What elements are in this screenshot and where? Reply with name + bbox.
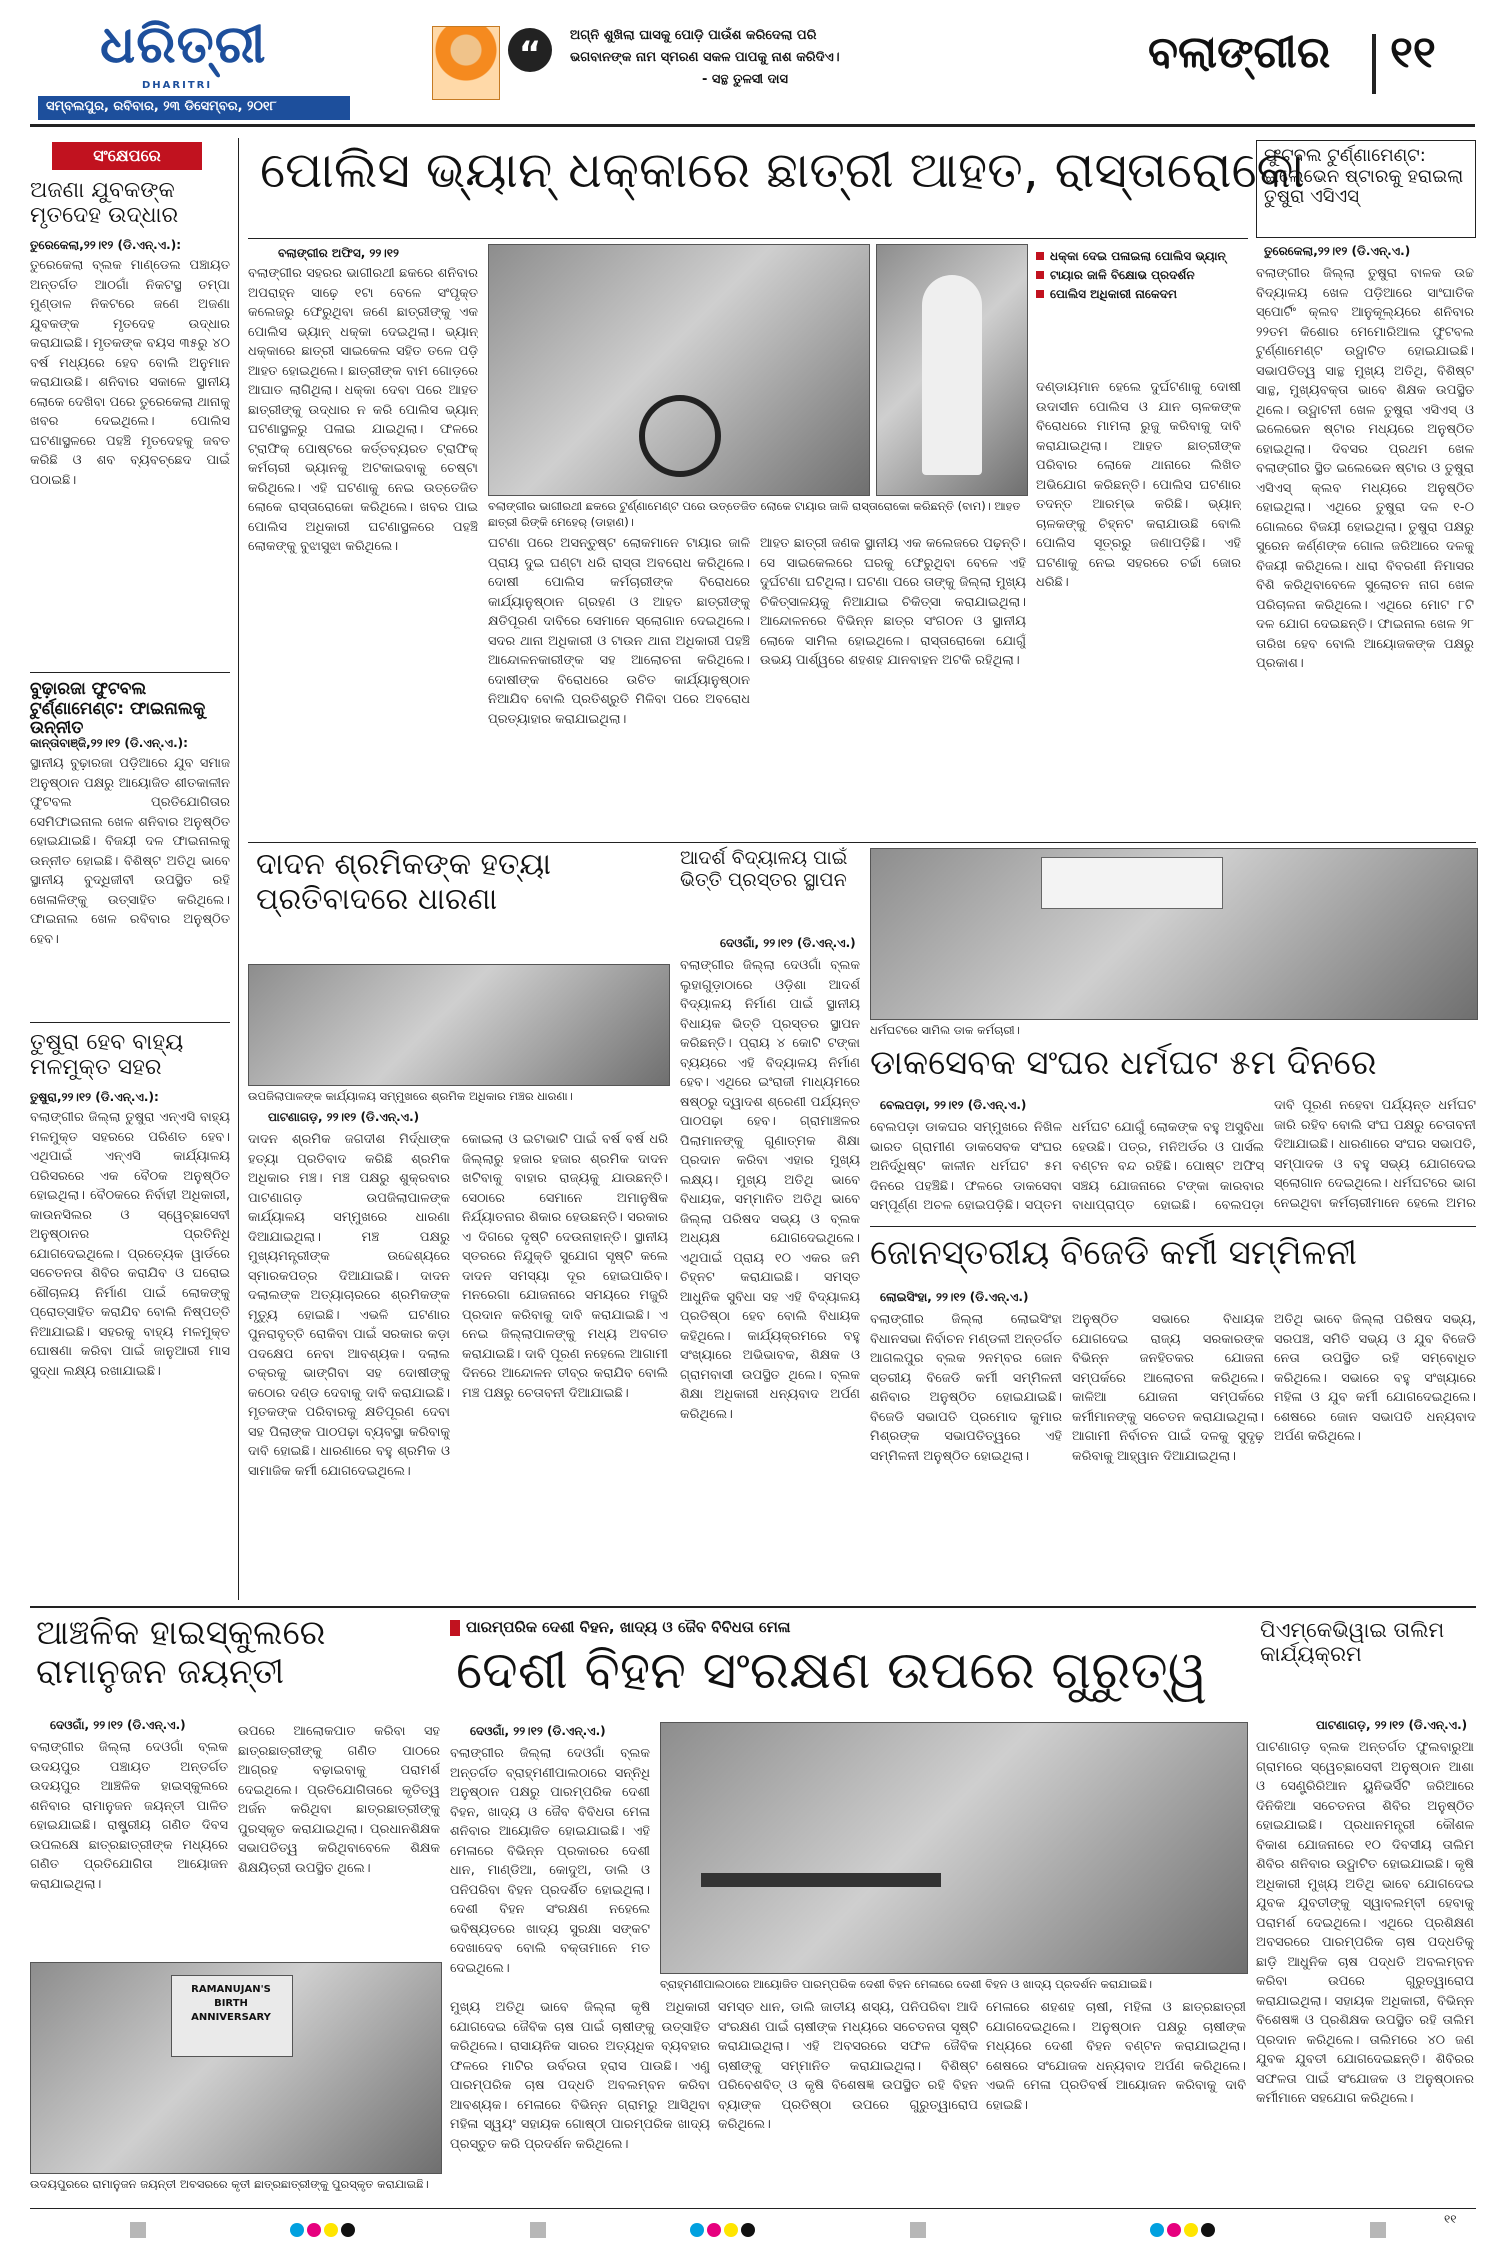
dak-col-1: ବେଲପଡ଼ା ଡାକଘର ସମ୍ମୁଖରେ ନିଖିଳ ଭାରତ ଗ୍ରାମୀଣ ଡାକସେବକ ସଂଘର ଅନିର୍ଦ୍ଧିଷ୍ଟ କାଳୀନ ଧର୍ମଘଟ ୫ମ ଦିନରେ ପହଞ୍ଚିଛି। ଫଳରେ ଡାକସେବା ସମ୍ପୂର୍ଣ୍ଣ ଅଚଳ ହୋଇପଡ଼ିଛି। ସପ୍ତମ — [870, 1120, 1062, 1213]
quote-line-2: ଭଗବାନଙ୍କ ନାମ ସ୍ମରଣ ସକଳ ପାପକୁ ନାଶ କରିଦିଏ। — [570, 50, 840, 65]
seed-photo-caption: ବ୍ରାହ୍ମଣୀପାଲଠାରେ ଆୟୋଜିତ ପାରମ୍ପରିକ ଦେଶୀ ବିହନ ମେଳାରେ ଦେଶୀ ବିହନ ଓ ଖାଦ୍ୟ ପ୍ରଦର୍ଶନ କରାଯାଇଛି। — [660, 1977, 1153, 1991]
student-figure — [922, 275, 982, 475]
lead-photo-protest — [488, 244, 870, 496]
adarsha-body: ବଲାଙ୍ଗୀର ଜିଲ୍ଲା ଦେଓଗାଁ ବ୍ଲକ ଲୁହାଗୁଡ଼ାଠାରେ ଓଡ଼ିଶା ଆଦର୍ଶ ବିଦ୍ୟାଳୟ ନିର୍ମାଣ ପାଇଁ ସ୍ଥାନୀୟ ବିଧାୟକ ଭିତ୍ତି ପ୍ରସ୍ତର ସ୍ଥାପନ କରିଛନ୍ତି। ପ୍ରାୟ ୪ କୋଟି ଟଙ୍କା ବ୍ୟୟରେ ଏହି ବିଦ୍ୟାଳୟ ନିର୍ମାଣ ହେବ। ଏଥିରେ ଇଂରାଜୀ ମାଧ୍ୟମରେ ଷଷ୍ଠରୁ ଦ୍ୱାଦଶ ଶ୍ରେଣୀ ପର୍ଯ୍ୟନ୍ତ ପାଠପଢ଼ା ହେବ। ଗ୍ରାମାଞ୍ଚଳର ପିଲାମାନଙ୍କୁ ଗୁଣାତ୍ମକ ଶିକ୍ଷା ପ୍ରଦାନ କରିବା ଏହାର ମୁଖ୍ୟ ଲକ୍ଷ୍ୟ। ମୁଖ୍ୟ ଅତିଥି ଭାବେ ବିଧାୟକ, ସମ୍ମାନିତ ଅତିଥି ଭାବେ ଜିଲ୍ଲା ପରିଷଦ ସଭ୍ୟ ଓ ବ୍ଲକ ଅଧ୍ୟକ୍ଷ ଯୋଗଦେଇଥିଲେ। ଏଥିପାଇଁ ପ୍ରାୟ ୧୦ ଏକର ଜମି ଚିହ୍ନଟ କରାଯାଇଛି। ସମସ୍ତ ଆଧୁନିକ ସୁବିଧା ସହ ଏହି ବିଦ୍ୟାଳୟ ପ୍ରତିଷ୍ଠା ହେବ ବୋଲି ବିଧାୟକ କହିଥିଲେ। କାର୍ଯ୍ୟକ୍ରମରେ ବହୁ ସଂଖ୍ୟାରେ ଅଭିଭାବକ, ଶିକ୍ଷକ ଓ ଗ୍ରାମବାସୀ ଉପସ୍ଥିତ ଥିଲେ। ବ୍ଲକ ଶିକ୍ଷା ଅଧିକାରୀ ଧନ୍ୟବାଦ ଅର୍ପଣ କରିଥିଲେ। — [680, 958, 860, 1422]
football-headline: ଫୁଟବଲ ଟୁର୍ଣ୍ଣାମେଣ୍ଟ: ଇଲେଭେନ ଷ୍ଟାରକୁ ହରାଇଲା ତୁଷୁରା ଏସିଏସ୍ — [1264, 145, 1464, 208]
quote-author: - ସନ୍ଥ ତୁଳସୀ ଦାସ — [702, 72, 788, 87]
dak-photo-caption: ଧର୍ମଘଟରେ ସାମିଲ ଡାକ କର୍ମଚାରୀ। — [870, 1023, 1020, 1037]
page-number: ୧୧ — [1390, 27, 1436, 78]
masthead-rule — [30, 124, 1475, 127]
footer-page-mark: ୧୧ — [1444, 2212, 1457, 2226]
ramanujan-col-2: ଉପରେ ଆଲୋକପାତ କରିବା ସହ ଛାତ୍ରଛାତ୍ରୀଙ୍କୁ ଗଣିତ ପାଠରେ ଆଗ୍ରହ ବଢ଼ାଇବାକୁ ପରାମର୍ଶ ଦେଇଥିଲେ। ପ୍ରତିଯୋଗିତାରେ କୃତିତ୍ୱ ଅର୍ଜନ କରିଥିବା ଛାତ୍ରଛାତ୍ରୀଙ୍କୁ ପୁରସ୍କୃତ କରାଯାଇଥିଲା। ପ୍ରଧାନଶିକ୍ଷକ ସଭାପତିତ୍ୱ କରିଥିବାବେଳେ ଶିକ୍ଷକ ଶିକ୍ଷୟିତ୍ରୀ ଉପସ୍ଥିତ ଥିଲେ। — [238, 1724, 440, 1876]
section-rule — [30, 1606, 1476, 1608]
lead-photo-caption: ବଲାଙ୍ଗୀର ଭାଗୀରଥୀ ଛକରେ ଟୁର୍ଣ୍ଣାମେଣ୍ଟ ପରେ ଉତ୍ତେଜିତ ଲୋକେ ଟାୟାର ଜାଳି ରାସ୍ତାରୋକୋ କରିଛନ୍ତି (ବାମ)। ଆହତ ଛାତ୍ରୀ ରିଙ୍କି ମେହେର୍ (ଡାହାଣ)। — [488, 499, 1021, 529]
color-register — [690, 2222, 758, 2241]
lead-rule — [248, 238, 1248, 239]
dak-col-3: ଦାବି ପୂରଣ ନହେବା ପର୍ଯ୍ୟନ୍ତ ଧର୍ମଘଟ ଜାରି ରହିବ ବୋଲି ସଂଘ ପକ୍ଷରୁ ଚେତାବନୀ ଦିଆଯାଇଛି। ଧାରଣାରେ ସଂଘର ସଭାପତି, ସମ୍ପାଦକ ଓ ବହୁ ସଭ୍ୟ ଯୋଗଦେଇ ସ୍ଲୋଗାନ ଦେଇଥିଲେ। ଧର୍ମଘଟରେ ଭାଗ ନେଇଥିବା କର୍ମଚାରୀମାନେ ହେଲେ ଅମର — [1274, 1098, 1476, 1211]
seed-headline: ଦେଶୀ ବିହନ ସଂରକ୍ଷଣ ଉପରେ ଗୁରୁତ୍ୱ — [456, 1641, 1207, 1701]
pmkvy-body: ପାଟଣାଗଡ଼ ବ୍ଲକ ଅନ୍ତର୍ଗତ ଫୁଲବାରୁଆ ଗ୍ରାମରେ ସ୍ୱେଚ୍ଛାସେବୀ ଅନୁଷ୍ଠାନ ଆଶା ଓ ସେଣ୍ଟ୍ରିରିଆନ ୟୁନିଭର୍ସିଟି ଜରିଆରେ ଦିନିକିଆ ସଚେତନତା ଶିବିର ଅନୁଷ୍ଠିତ ହୋଇଯାଇଛି। ପ୍ରଧାନମନ୍ତ୍ରୀ କୌଶଳ ବିକାଶ ଯୋଜନାରେ ୧୦ ଦିବସୀୟ ତାଲିମ ଶିବିର ଶନିବାର ଉଦ୍ଘାଟିତ ହୋଇଯାଇଛି। କୃଷି ଅଧିକାରୀ ମୁଖ୍ୟ ଅତିଥି ଭାବେ ଯୋଗଦେଇ ଯୁବକ ଯୁବତୀଙ୍କୁ ସ୍ୱାବଲମ୍ବୀ ହେବାକୁ ପରାମର୍ଶ ଦେଇଥିଲେ। ଏଥିରେ ପ୍ରଶିକ୍ଷଣ ଅବସରରେ ପାରମ୍ପରିକ ଚାଷ ପଦ୍ଧତିକୁ ଛାଡ଼ି ଆଧୁନିକ ଚାଷ ପଦ୍ଧତି ଅବଲମ୍ବନ କରିବା ଉପରେ ଗୁରୁତ୍ୱାରୋପ କରାଯାଇଥିଲା। ସହାୟକ ଅଧିକାରୀ, ବିଭିନ୍ନ ବିଶେଷଜ୍ଞ ଓ ପ୍ରଶିକ୍ଷକ ଉପସ୍ଥିତ ରହି ତାଲିମ ପ୍ରଦାନ କରିଥିଲେ। ତାଲିମରେ ୪୦ ଜଣ ଯୁବକ ଯୁବତୀ ଯୋଗଦେଇଛନ୍ତି। ଶିବିରର ସଫଳତା ପାଇଁ ସଂଯୋଜକ ଓ ଅନୁଷ୍ଠାନର କର୍ମୀମାନେ ସହଯୋଗ କରିଥିଲେ। — [1256, 1740, 1474, 2106]
footer-rule — [30, 2208, 1476, 2209]
seed-photo — [660, 1722, 1248, 1974]
brief-3-title: ତୁଷୁରା ହେବ ବାହ୍ୟ ମଳମୁକ୍ତ ସହର — [30, 1030, 184, 1081]
registration-marks — [130, 2222, 1430, 2238]
dadan-col-2: କୋଇଲା ଓ ଇଟାଭାଟି ପାଇଁ ବର୍ଷ ବର୍ଷ ଧରି ଜିଲ୍ଲାରୁ ହଜାର ହଜାର ଶ୍ରମିକ ଦାଦନ ଖଟିବାକୁ ବାହାର ରାଜ୍ୟକୁ ଯାଉଛନ୍ତି। ସେଠାରେ ସେମାନେ ଅମାନୁଷିକ ନିର୍ଯ୍ୟାତନାର ଶିକାର ହେଉଛନ୍ତି। ସରକାର ଏ ଦିଗରେ ଦୃଷ୍ଟି ଦେଉନାହାନ୍ତି। ସ୍ଥାନୀୟ ସ୍ତରରେ ନିଯୁକ୍ତି ସୁଯୋଗ ସୃଷ୍ଟି କଲେ ଦାଦନ ସମସ୍ୟା ଦୂର ହୋଇପାରିବ। ମନରେଗା ଯୋଜନାରେ ସମୟରେ ମଜୁରି ପ୍ରଦାନ କରିବାକୁ ଦାବି କରାଯାଇଛି। ଏ ନେଇ ଜିଲ୍ଲାପାଳଙ୍କୁ ମଧ୍ୟ ଅବଗତ କରାଯାଇଛି। ଦାବି ପୂରଣ ନହେଲେ ଆଗାମୀ ଦିନରେ ଆନ୍ଦୋଳନ ତୀବ୍ର କରାଯିବ ବୋଲି ମଞ୍ଚ ପକ୍ଷରୁ ଚେତାବନୀ ଦିଆଯାଇଛି। — [462, 1132, 668, 1401]
adarsha-story — [680, 848, 860, 1600]
brief-divider — [30, 1022, 230, 1023]
football-story — [1256, 138, 1476, 838]
brief-2-title: ବୁଢ଼ାରଜା ଫୁଟବଲ ଟୁର୍ଣ୍ଣାମେଣ୍ଟ: ଫାଇନାଲକୁ ଉନ୍ନୀତ — [30, 679, 206, 739]
color-register — [290, 2222, 358, 2241]
registration-mark — [130, 2222, 146, 2238]
dadan-headline: ଦାଦନ ଶ୍ରମିକଙ୍କ ହତ୍ୟା ପ୍ରତିବାଦରେ ଧାରଣା — [256, 847, 552, 917]
lead-col-2: ଘଟଣା ପରେ ଅସନ୍ତୁଷ୍ଟ ଲୋକମାନେ ଟାୟାର ଜାଳି ପ୍ରାୟ ଦୁଇ ଘଣ୍ଟା ଧରି ରାସ୍ତା ଅବରୋଧ କରିଥିଲେ। ଦୋଷୀ ପୋଲିସ କର୍ମଚାରୀଙ୍କ ବିରୋଧରେ କାର୍ଯ୍ୟାନୁଷ୍ଠାନ ଗ୍ରହଣ ଓ ଆହତ ଛାତ୍ରୀଙ୍କୁ କ୍ଷତିପୂରଣ ଦାବିରେ ସେମାନେ ସ୍ଲୋଗାନ ଦେଇଥିଲେ। ସଦର ଥାନା ଅଧିକାରୀ ଓ ଟାଉନ ଥାନା ଅଧିକାରୀ ପହଞ୍ଚି ଆନ୍ଦୋଳନକାରୀଙ୍କ ସହ ଆଲୋଚନା କରିଥିଲେ। ଦୋଷୀଙ୍କ ବିରୋଧରେ ଉଚିତ କାର୍ଯ୍ୟାନୁଷ୍ଠାନ ନିଆଯିବ ବୋଲି ପ୍ରତିଶ୍ରୁତି ମିଳିବା ପରେ ଅବରୋଧ ପ୍ରତ୍ୟାହାର କରାଯାଇଥିଲା। — [488, 536, 750, 727]
quote-line-1: ଅଗ୍ନି ଶୁଖିଲା ଘାସକୁ ପୋଡ଼ି ପାଉଁଶ କରିଦେଲା ପରି — [570, 28, 817, 43]
bjd-headline: ଜୋନସ୍ତରୀୟ ବିଜେଡି କର୍ମୀ ସମ୍ମିଳନୀ — [870, 1233, 1358, 1273]
bjd-col-1: ବଲାଙ୍ଗୀର ଜିଲ୍ଲା ଲୋଇସିଂହା ବିଧାନସଭା ନିର୍ବାଚନ ମଣ୍ଡଳୀ ଅନ୍ତର୍ଗତ ଆଗଲପୁର ବ୍ଲକ ୨ନମ୍ବର ଜୋନ ସ୍ତରୀୟ ବିଜେଡି କର୍ମୀ ସମ୍ମିଳନୀ ଶନିବାର ଅନୁଷ୍ଠିତ ହୋଇଯାଇଛି। ବିଜେଡି ସଭାପତି ପ୍ରମୋଦ କୁମାର ମିଶ୍ରଙ୍କ ସଭାପତିତ୍ୱରେ ଏହି ସମ୍ମିଳନୀ ଅନୁଷ୍ଠିତ ହୋଇଥିଲା। — [870, 1312, 1062, 1464]
lead-bullet: ଧକ୍କା ଦେଇ ପଳାଇଲା ପୋଲିସ ଭ୍ୟାନ୍ — [1036, 248, 1236, 265]
burning-tyres — [639, 395, 721, 477]
ramanujan-story — [30, 1614, 440, 2200]
masthead — [0, 0, 1500, 130]
seed-col-3: ସମସ୍ତ ଧାନ, ଡାଲି ଜାତୀୟ ଶସ୍ୟ, ପନିପରିବା ଆଦି ସଂରକ୍ଷଣ ପାଇଁ ଚାଷୀଙ୍କ ମଧ୍ୟରେ ସଚେତନତା ସୃଷ୍ଟି କରାଯାଇଥିଲା। ଏହି ଅବସରରେ ସଫଳ ଜୈବିକ ଚାଷୀଙ୍କୁ ସମ୍ମାନିତ କରାଯାଇଥିଲା। ବିଶିଷ୍ଟ ପରିବେଶବିତ୍ ଓ କୃଷି ବିଶେଷଜ୍ଞ ଉପସ୍ଥିତ ରହି ବିହନ ବ୍ୟାଙ୍କ ପ୍ରତିଷ୍ଠା ଉପରେ ଗୁରୁତ୍ୱାରୋପ କରିଥିଲେ। — [718, 2000, 978, 2132]
quote-icon: “ — [508, 28, 552, 72]
column-rule — [238, 138, 239, 1600]
lead-bullet-list — [1036, 248, 1236, 305]
brief-3-body: ବଲାଙ୍ଗୀର ଜିଲ୍ଲା ତୁଷୁରା ଏନ୍ଏସି ବାହ୍ୟ ମଳମୁକ୍ତ ସହରରେ ପରିଣତ ହେବ। ଏଥିପାଇଁ ଏନ୍ଏସି କାର୍ଯ୍ୟାଳୟ ପରିସରରେ ଏକ ବୈଠକ ଅନୁଷ୍ଠିତ ହୋଇଥିଲା। ବୈଠକରେ ନିର୍ବାହୀ ଅଧିକାରୀ, କାଉନସିଲର ଓ ସ୍ୱେଚ୍ଛାସେବୀ ଅନୁଷ୍ଠାନର ପ୍ରତିନିଧି ଯୋଗଦେଇଥିଲେ। ପ୍ରତ୍ୟେକ ୱାର୍ଡରେ ସଚେତନତା ଶିବିର କରାଯିବ ଓ ଘରୋଇ ଶୌଚାଳୟ ନିର୍ମାଣ ପାଇଁ ଲୋକଙ୍କୁ ପ୍ରୋତ୍ସାହିତ କରାଯିବ ବୋଲି ନିଷ୍ପତ୍ତି ନିଆଯାଇଛି। ସହରକୁ ବାହ୍ୟ ମଳମୁକ୍ତ ଘୋଷଣା କରିବା ପାଇଁ ଜାନୁଆରୀ ମାସ ସୁଦ୍ଧା ଲକ୍ଷ୍ୟ ରଖାଯାଇଛି। — [30, 1110, 230, 1379]
seed-dateline: ଦେଓଗାଁ, ୨୨।୧୨ (ଡି.ଏନ୍.ଏ.) — [470, 1724, 606, 1738]
dak-photo — [870, 848, 1478, 1020]
lead-bullet: ପୋଲିସ ଅଧିକାରୀ ନାକେଦମ — [1036, 286, 1236, 303]
adarsha-headline: ଆଦର୍ଶ ବିଦ୍ୟାଳୟ ପାଇଁ ଭିତ୍ତି ପ୍ରସ୍ତର ସ୍ଥାପନ — [680, 847, 848, 891]
ramanujan-photo — [30, 1962, 442, 2174]
brief-column — [30, 138, 230, 1600]
seed-col-4: ମେଳାରେ ଶହଶହ ଚାଷୀ, ମହିଳା ଓ ଛାତ୍ରଛାତ୍ରୀ ଯୋଗଦେଇଥିଲେ। ଅନୁଷ୍ଠାନ ପକ୍ଷରୁ ଚାଷୀଙ୍କ ମଧ୍ୟରେ ଦେଶୀ ବିହନ ବଣ୍ଟନ କରାଯାଇଥିଲା। ଶେଷରେ ସଂଯୋଜକ ଧନ୍ୟବାଦ ଅର୍ପଣ କରିଥିଲେ। ଏଭଳି ମେଳା ପ୍ରତିବର୍ଷ ଆୟୋଜନ କରିବାକୁ ଦାବି ହୋଇଛି। — [986, 2000, 1246, 2113]
brief-3-dateline: ତୁଷୁରା,୨୨।୧୨ (ଡି.ଏନ୍.ଏ.): — [30, 1090, 159, 1104]
lead-story — [248, 138, 1305, 838]
lead-col-1: ବଲାଙ୍ଗୀର ସହରର ଭାଗୀରଥୀ ଛକରେ ଶନିବାର ଅପରାହ୍ନ ସାଢ଼େ ୧ଟା ବେଳେ ସଂପୃକ୍ତ କଲେଜରୁ ଫେରୁଥିବା ଜଣେ ଛାତ୍ରୀଙ୍କୁ ଏକ ପୋଲିସ ଭ୍ୟାନ୍ ଧକ୍କା ଦେଇଥିଲା। ଭ୍ୟାନ୍ ଧକ୍କାରେ ଛାତ୍ରୀ ସାଇକେଲ ସହିତ ତଳେ ପଡ଼ି ଆହତ ହୋଇଥିଲେ। ଛାତ୍ରୀଙ୍କ ବାମ ଗୋଡ଼ରେ ଆଘାତ ଲାଗିଥିଲା। ଧକ୍କା ଦେବା ପରେ ଆହତ ଛାତ୍ରୀଙ୍କୁ ଉଦ୍ଧାର ନ କରି ପୋଲିସ ଭ୍ୟାନ୍ ଘଟଣାସ୍ଥଳରୁ ପଳାଇ ଯାଇଥିଲା। ଫଳରେ ଟ୍ରାଫିକ୍ ପୋଷ୍ଟରେ କର୍ତ୍ତବ୍ୟରତ ଟ୍ରାଫିକ୍ କର୍ମଚାରୀ ଭ୍ୟାନକୁ ଅଟକାଇବାକୁ ଚେଷ୍ଟା କରିଥିଲେ। ଏହି ଘଟଣାକୁ ନେଇ ଉତ୍ତେଜିତ ଲୋକେ ରାସ୍ତାରୋକୋ କରିଥିଲେ। ଖବର ପାଇ ପୋଲିସ ଅଧିକାରୀ ଘଟଣାସ୍ଥଳରେ ପହଞ୍ଚି ଲୋକଙ୍କୁ ବୁଝାସୁଝା କରିଥିଲେ। — [248, 266, 478, 554]
seed-col-2: ମୁଖ୍ୟ ଅତିଥି ଭାବେ ଜିଲ୍ଲା କୃଷି ଅଧିକାରୀ ଯୋଗଦେଇ ଜୈବିକ ଚାଷ ପାଇଁ ଚାଷୀଙ୍କୁ ଉତ୍ସାହିତ କରିଥିଲେ। ରାସାୟନିକ ସାରର ଅତ୍ୟଧିକ ବ୍ୟବହାର ଫଳରେ ମାଟିର ଉର୍ବରତା ହ୍ରାସ ପାଉଛି। ଏଣୁ ପାରମ୍ପରିକ ଚାଷ ପଦ୍ଧତି ଅବଲମ୍ବନ କରିବା ଆବଶ୍ୟକ। ମେଳାରେ ବିଭିନ୍ନ ଗ୍ରାମରୁ ଆସିଥିବା ମହିଳା ସ୍ୱୟଂ ସହାୟକ ଗୋଷ୍ଠୀ ପାରମ୍ପରିକ ଖାଦ୍ୟ ପ୍ରସ୍ତୁତ କରି ପ୍ରଦର୍ଶନ କରିଥିଲେ। — [450, 2000, 710, 2152]
brief-2-dateline: କାନ୍ତାବାଞ୍ଜି,୨୨।୧୨ (ଡି.ଏନ୍.ଏ.): — [30, 736, 188, 750]
seed-kicker: ପାରମ୍ପରିକ ଦେଶୀ ବିହନ, ଖାଦ୍ୟ ଓ ଜୈବ ବିବିଧତା ମେଳା — [466, 1618, 791, 1636]
ramanujan-dateline: ଦେଓଗାଁ, ୨୨।୧୨ (ଡି.ଏନ୍.ଏ.) — [50, 1718, 186, 1732]
brief-2-body: ସ୍ଥାନୀୟ ବୁଢ଼ାରଜା ପଡ଼ିଆରେ ଯୁବ ସମାଜ ଅନୁଷ୍ଠାନ ପକ୍ଷରୁ ଆୟୋଜିତ ଶୀତକାଳୀନ ଫୁଟବଲ ପ୍ରତିଯୋଗିତାର ସେମିଫାଇନାଲ ଖେଳ ଶନିବାର ଅନୁଷ୍ଠିତ ହୋଇଯାଇଛି। ବିଜୟୀ ଦଳ ଫାଇନାଲକୁ ଉନ୍ନୀତ ହୋଇଛି। ବିଶିଷ୍ଟ ଅତିଥି ଭାବେ ସ୍ଥାନୀୟ ବୁଦ୍ଧିଜୀବୀ ଉପସ୍ଥିତ ରହି ଖେଳାଳିଙ୍କୁ ଉତ୍ସାହିତ କରିଥିଲେ। ଫାଇନାଲ ଖେଳ ରବିବାର ଅନୁଷ୍ଠିତ ହେବ। — [30, 756, 230, 947]
lead-col-3: ଆହତ ଛାତ୍ରୀ ଜଣକ ସ୍ଥାନୀୟ ଏକ କଲେଜରେ ପଢ଼ନ୍ତି। ସେ ସାଇକେଲରେ ଘରକୁ ଫେରୁଥିବା ବେଳେ ଏହି ଦୁର୍ଘଟଣା ଘଟିଥିଲା। ଘଟଣା ପରେ ତାଙ୍କୁ ଜିଲ୍ଲା ମୁଖ୍ୟ ଚିକିତ୍ସାଳୟକୁ ନିଆଯାଇ ଚିକିତ୍ସା କରାଯାଇଥିଲା। ଆନ୍ଦୋଳନରେ ବିଭିନ୍ନ ଛାତ୍ର ସଂଗଠନ ଓ ସ୍ଥାନୀୟ ଲୋକେ ସାମିଲ ହୋଇଥିଲେ। ରାସ୍ତାରୋକୋ ଯୋଗୁଁ ଉଭୟ ପାର୍ଶ୍ୱରେ ଶହଶହ ଯାନବାହନ ଅଟକି ରହିଥିଲା। — [760, 536, 1026, 668]
lead-headline: ପୋଲିସ ଭ୍ୟାନ୍ ଧକ୍କାରେ ଛାତ୍ରୀ ଆହତ, ରାସ୍ତାରୋକୋ — [260, 141, 1305, 199]
section-rule — [248, 842, 1476, 843]
newspaper-logo: ଧରିତ୍ରୀ — [100, 15, 267, 75]
bjd-rule — [870, 1226, 1476, 1227]
brief-divider — [30, 672, 230, 673]
registration-mark — [530, 2222, 546, 2238]
football-dateline: ତୁରେକେଲା,୨୨।୧୨ (ଡି.ଏନ୍.ଏ.) — [1264, 244, 1411, 258]
strike-banner — [1041, 857, 1223, 909]
dak-col-2: ଧର୍ମଘଟ ଯୋଗୁଁ ଲୋକଙ୍କ ବହୁ ଅସୁବିଧା ହେଉଛି। ପତ୍ର, ମନିଅର୍ଡର ଓ ପାର୍ସଲ ବଣ୍ଟନ ବନ୍ଦ ରହିଛି। ପୋଷ୍ଟ ଅଫିସ୍ ସଞ୍ଚୟ ଯୋଜନାରେ ଟଙ୍କା କାରବାର ବାଧାପ୍ରାପ୍ତ ହୋଇଛି। ବେଲପଡ଼ା — [1072, 1120, 1264, 1213]
bjd-dateline: ଲୋଇସିଂହା, ୨୨।୧୨ (ଡି.ଏନ୍.ଏ.) — [880, 1290, 1029, 1304]
lead-col-4: ଦଣ୍ଡାୟମାନ ହେଲେ ଦୁର୍ଘଟଣାକୁ ଦୋଷୀ ଉଦାସୀନ ପୋଲିସ ଓ ଯାନ ଚାଳକଙ୍କ ବିରୋଧରେ ମାମଲା ରୁଜୁ କରିବାକୁ ଦାବି କରାଯାଇଥିଲା। ଆହତ ଛାତ୍ରୀଙ୍କ ପରିବାର ଲୋକେ ଥାନାରେ ଲିଖିତ ଅଭିଯୋଗ କରିଛନ୍ତି। ପୋଲିସ ଘଟଣାର ତଦନ୍ତ ଆରମ୍ଭ କରିଛି। ଭ୍ୟାନ୍ ଚାଳକଙ୍କୁ ଚିହ୍ନଟ କରାଯାଉଛି ବୋଲି ପୋଲିସ ସୂତ୍ରରୁ ଜଣାପଡ଼ିଛି। ଏହି ଘଟଣାକୁ ନେଇ ସହରରେ ଚର୍ଚ୍ଚା ଜୋର ଧରିଛି। — [1036, 380, 1241, 590]
seed-story — [450, 1614, 1246, 2200]
brief-1-dateline: ତୁରେକେଲା,୨୨।୧୨ (ଡି.ଏନ୍.ଏ.): — [30, 238, 181, 252]
adarsha-dateline: ଦେଓଗାଁ, ୨୨।୧୨ (ଡି.ଏନ୍.ଏ.) — [720, 936, 856, 950]
ramanujan-col-1: ବଲାଙ୍ଗୀର ଜିଲ୍ଲା ଦେଓଗାଁ ବ୍ଲକ ଉଦୟପୁର ପଞ୍ଚାୟତ ଅନ୍ତର୍ଗତ ଉଦୟପୁର ଆଞ୍ଚଳିକ ହାଇସ୍କୁଲରେ ଶନିବାର ରାମାନୁଜନ ଜୟନ୍ତୀ ପାଳିତ ହୋଇଯାଇଛି। ରାଷ୍ଟ୍ରୀୟ ଗଣିତ ଦିବସ ଉପଲକ୍ଷେ ଛାତ୍ରଛାତ୍ରୀଙ୍କ ମଧ୍ୟରେ ଗଣିତ ପ୍ରତିଯୋଗିତା ଆୟୋଜନ କରାଯାଇଥିଲା। — [30, 1740, 228, 1892]
lead-photo-student — [876, 244, 1028, 496]
section-divider — [1372, 34, 1376, 94]
pmkvy-headline: ପିଏମ୍କେଭିୱାଇ ତାଲିମ କାର୍ଯ୍ୟକ୍ରମ — [1260, 1618, 1445, 1667]
registration-mark — [1370, 2222, 1386, 2238]
dadan-col-1: ଦାଦନ ଶ୍ରମିକ ଜଗଦୀଶ ମିର୍ଦ୍ଧାଙ୍କ ହତ୍ୟା ପ୍ରତିବାଦ କରିଛି ଶ୍ରମିକ ଅଧିକାର ମଞ୍ଚ। ମଞ୍ଚ ପକ୍ଷରୁ ଶୁକ୍ରବାର ପାଟଣାଗଡ଼ ଉପଜିଲାପାଳଙ୍କ କାର୍ଯ୍ୟାଳୟ ସମ୍ମୁଖରେ ଧାରଣା ଦିଆଯାଇଥିଲା। ମଞ୍ଚ ପକ୍ଷରୁ ମୁଖ୍ୟମନ୍ତ୍ରୀଙ୍କ ଉଦ୍ଦେଶ୍ୟରେ ସ୍ମାରକପତ୍ର ଦିଆଯାଇଛି। ଦାଦନ ଦଲାଲଙ୍କ ଅତ୍ୟାଚାରରେ ଶ୍ରମିକଙ୍କ ମୃତ୍ୟୁ ହୋଇଛି। ଏଭଳି ଘଟଣାର ପୁନରାବୃତ୍ତି ରୋକିବା ପାଇଁ ସରକାର କଡ଼ା ପଦକ୍ଷେପ ନେବା ଆବଶ୍ୟକ। ଦଲାଲ ଚକ୍ରକୁ ଭାଙ୍ଗିବା ସହ ଦୋଷୀଙ୍କୁ କଠୋର ଦଣ୍ଡ ଦେବାକୁ ଦାବି କରାଯାଇଛି। ମୃତକଙ୍କ ପରିବାରକୁ କ୍ଷତିପୂରଣ ଦେବା ସହ ପିଲାଙ୍କ ପାଠପଢ଼ା ବ୍ୟବସ୍ଥା କରିବାକୁ ଦାବି ହୋଇଛି। ଧାରଣାରେ ବହୁ ଶ୍ରମିକ ଓ ସାମାଜିକ କର୍ମୀ ଯୋଗଦେଇଥିଲେ। — [248, 1132, 450, 1479]
ramanujan-banner-text: RAMANUJAN'S BIRTH ANNIVERSARY — [191, 1984, 271, 2023]
brief-label: ସଂକ୍ଷେପରେ — [52, 142, 202, 170]
edition-date: ସମ୍ବଲପୁର, ରବିବାର, ୨୩ ଡିସେମ୍ବର, ୨୦୧୮ — [46, 99, 277, 114]
bjd-col-3: ଅତିଥି ଭାବେ ଜିଲ୍ଲା ପରିଷଦ ସଭ୍ୟ, ସରପଞ୍ଚ, ସମିତି ସଭ୍ୟ ଓ ଯୁବ ବିଜେଡି ନେତା ଉପସ୍ଥିତ ରହି ସମ୍ବୋଧିତ କରିଥିଲେ। ସଭାରେ ବହୁ ସଂଖ୍ୟାରେ ମହିଳା ଓ ଯୁବ କର୍ମୀ ଯୋଗଦେଇଥିଲେ। ଶେଷରେ ଜୋନ ସଭାପତି ଧନ୍ୟବାଦ ଅର୍ପଣ କରିଥିଲେ। — [1274, 1312, 1476, 1444]
brief-1-body: ତୁରେକେଲା ବ୍ଲକ ମାଣ୍ଡେଲ ପଞ୍ଚାୟତ ଅନ୍ତର୍ଗତ ଆଠଗାଁ ନିକଟସ୍ଥ ତମ୍ପା ମୁଣ୍ଡାଳ ନିକଟରେ ଜଣେ ଅଜଣା ଯୁବକଙ୍କ ମୃତଦେହ ଉଦ୍ଧାର କରାଯାଇଛି। ମୃତକଙ୍କ ବୟସ ୩୫ରୁ ୪୦ ବର୍ଷ ମଧ୍ୟରେ ହେବ ବୋଲି ଅନୁମାନ କରାଯାଉଛି। ଶନିବାର ସକାଳେ ସ୍ଥାନୀୟ ଲୋକେ ଦେଖିବା ପରେ ତୁରେକେଲା ଥାନାକୁ ଖବର ଦେଇଥିଲେ। ପୋଲିସ ଘଟଣାସ୍ଥଳରେ ପହଞ୍ଚି ମୃତଦେହକୁ ଜବତ କରିଛି ଓ ଶବ ବ୍ୟବଚ୍ଛେଦ ପାଇଁ ପଠାଇଛି। — [30, 258, 230, 488]
newspaper-logo-sub: DHARITRI — [142, 80, 213, 91]
lead-dateline: ବଲାଙ୍ଗୀର ଅଫିସ, ୨୨।୧୨ — [278, 246, 400, 260]
dadan-photo-caption: ଉପଜିଲାପାଳଙ୍କ କାର୍ଯ୍ୟାଳୟ ସମ୍ମୁଖରେ ଶ୍ରମିକ ଅଧିକାର ମଞ୍ଚର ଧାରଣା। — [248, 1089, 573, 1103]
pmkvy-dateline: ପାଟଣାଗଡ଼, ୨୨।୧୨ (ଡି.ଏନ୍.ଏ.) — [1316, 1718, 1468, 1732]
dak-story — [870, 848, 1476, 1218]
pmkvy-story — [1256, 1614, 1476, 2200]
seed-kicker-mark — [450, 1620, 460, 1636]
bjd-col-2: ଅନୁଷ୍ଠିତ ସଭାରେ ବିଧାୟକ ଯୋଗଦେଇ ରାଜ୍ୟ ସରକାରଙ୍କ ବିଭିନ୍ନ ଜନହିତକର ଯୋଜନା ସମ୍ପର୍କରେ ଆଲୋଚନା କରିଥିଲେ। କାଳିଆ ଯୋଜନା ସମ୍ପର୍କରେ କର୍ମୀମାନଙ୍କୁ ସଚେତନ କରାଯାଇଥିଲା। ଆଗାମୀ ନିର୍ବାଚନ ପାଇଁ ଦଳକୁ ସୁଦୃଢ଼ କରିବାକୁ ଆହ୍ୱାନ ଦିଆଯାଇଥିଲା। — [1072, 1312, 1264, 1464]
registration-mark — [910, 2222, 926, 2238]
brief-1-title: ଅଜଣା ଯୁବକଙ୍କ ମୃତଦେହ ଉଦ୍ଧାର — [30, 178, 179, 229]
dadan-dateline: ପାଟଣାଗଡ଼, ୨୨।୧୨ (ଡି.ଏନ୍.ଏ.) — [268, 1110, 420, 1124]
seed-col-1: ବଲାଙ୍ଗୀର ଜିଲ୍ଲା ଦେଓଗାଁ ବ୍ଲକ ଅନ୍ତର୍ଗତ ବ୍ରାହ୍ମଣୀପାଲଠାରେ ସନ୍ନିଧି ଅନୁଷ୍ଠାନ ପକ୍ଷରୁ ପାରମ୍ପରିକ ଦେଶୀ ବିହନ, ଖାଦ୍ୟ ଓ ଜୈବ ବିବିଧତା ମେଳା ଶନିବାର ଆୟୋଜିତ ହୋଇଯାଇଛି। ଏହି ମେଳାରେ ବିଭିନ୍ନ ପ୍ରକାରର ଦେଶୀ ଧାନ, ମାଣ୍ଡିଆ, କୋଦୁଅ, ଡାଲି ଓ ପନିପରିବା ବିହନ ପ୍ରଦର୍ଶିତ ହୋଇଥିଲା। ଦେଶୀ ବିହନ ସଂରକ୍ଷଣ ନହେଲେ ଭବିଷ୍ୟତରେ ଖାଦ୍ୟ ସୁରକ୍ଷା ସଙ୍କଟ ଦେଖାଦେବ ବୋଲି ବକ୍ତାମାନେ ମତ ଦେଇଥିଲେ। — [450, 1746, 650, 1976]
lead-bullet: ଟାୟାର ଜାଳି ବିକ୍ଷୋଭ ପ୍ରଦର୍ଶନ — [1036, 267, 1236, 284]
color-register — [1150, 2222, 1218, 2241]
bjd-story — [870, 1226, 1476, 1600]
dadan-photo — [248, 964, 670, 1086]
dadan-story — [248, 848, 668, 1600]
dak-dateline: ବେଲପଡ଼ା, ୨୨।୧୨ (ଡି.ଏନ୍.ଏ.) — [880, 1098, 1027, 1112]
seed-table — [701, 1873, 941, 1887]
ramanujan-photo-caption: ଉଦୟପୁରରେ ରାମାନୁଜନ ଜୟନ୍ତୀ ଅବସରରେ କୃତୀ ଛାତ୍ରଛାତ୍ରୀଙ୍କୁ ପୁରସ୍କୃତ କରାଯାଇଛି। — [30, 2177, 429, 2191]
section-name: ବଲାଙ୍ଗୀର — [1148, 27, 1331, 78]
ramanujan-headline: ଆଞ୍ଚଳିକ ହାଇସ୍କୁଲରେ ରାମାନୁଜନ ଜୟନ୍ତୀ — [36, 1613, 326, 1693]
dak-headline: ଡାକସେବକ ସଂଘର ଧର୍ମଘଟ ୫ମ ଦିନରେ — [870, 1043, 1377, 1083]
saint-portrait — [432, 26, 500, 100]
football-body: ବଲାଙ୍ଗୀର ଜିଲ୍ଲା ତୁଷୁରା ବାଳକ ଉଚ୍ଚ ବିଦ୍ୟାଳୟ ଖେଳ ପଡ଼ିଆରେ ସାଂଘାତିକ ସ୍ପୋର୍ଟିଂ କ୍ଲବ ଆନୁକୂଲ୍ୟରେ ଶନିବାର ୨୨ତମ କିଶୋର ମେମୋରିଆଲ ଫୁଟବଲ ଟୁର୍ଣ୍ଣାମେଣ୍ଟ ଉଦ୍ଘାଟିତ ହୋଇଯାଇଛି। ସଭାପତିତ୍ୱ ସାନ୍ଥ ମୁଖ୍ୟ ଅତିଥି, ବିଶିଷ୍ଟ ସାନ୍ଥ, ମୁଖ୍ୟବକ୍ତା ଭାବେ ଶିକ୍ଷକ ଉପସ୍ଥିତ ଥିଲେ। ଉଦ୍ଘାଟନୀ ଖେଳ ତୁଷୁରା ଏସିଏସ୍ ଓ ଇଲେଭେନ ଷ୍ଟାର ମଧ୍ୟରେ ଅନୁଷ୍ଠିତ ହୋଇଥିଲା। ଦିବସର ପ୍ରଥମ ଖେଳ ବଲାଙ୍ଗୀର ସ୍ଥିତ ଇଲେଭେନ ଷ୍ଟାର ଓ ତୁଷୁରା ଏସିଏସ୍ କ୍ଲବ ମଧ୍ୟରେ ଅନୁଷ୍ଠିତ ହୋଇଥିଲା। ଏଥିରେ ତୁଷୁରା ଦଳ ୧-୦ ଗୋଲରେ ବିଜୟୀ ହୋଇଥିଲା। ତୁଷୁରା ପକ୍ଷରୁ ସୁରେନ କର୍ଣ୍ଣଙ୍କ ଗୋଲ ଜରିଆରେ ଦଳକୁ ବିଜୟୀ କରିଥିଲେ। ଧାରା ବିବରଣୀ ନିମାସର ବିଶି କରିଥିବାବେଳେ ସୁଲୋଚନ ନାଗ ଖେଳ ପରିଚାଳନା କରିଥିଲେ। ଏଥିରେ ମୋଟ ୮ଟି ଦଳ ଯୋଗ ଦେଇଛନ୍ତି। ଫାଇନାଲ ଖେଳ ୨୮ ତାରିଖ ହେବ ବୋଲି ଆୟୋଜକଙ୍କ ପକ୍ଷରୁ ପ୍ରକାଶ। — [1256, 266, 1474, 671]
